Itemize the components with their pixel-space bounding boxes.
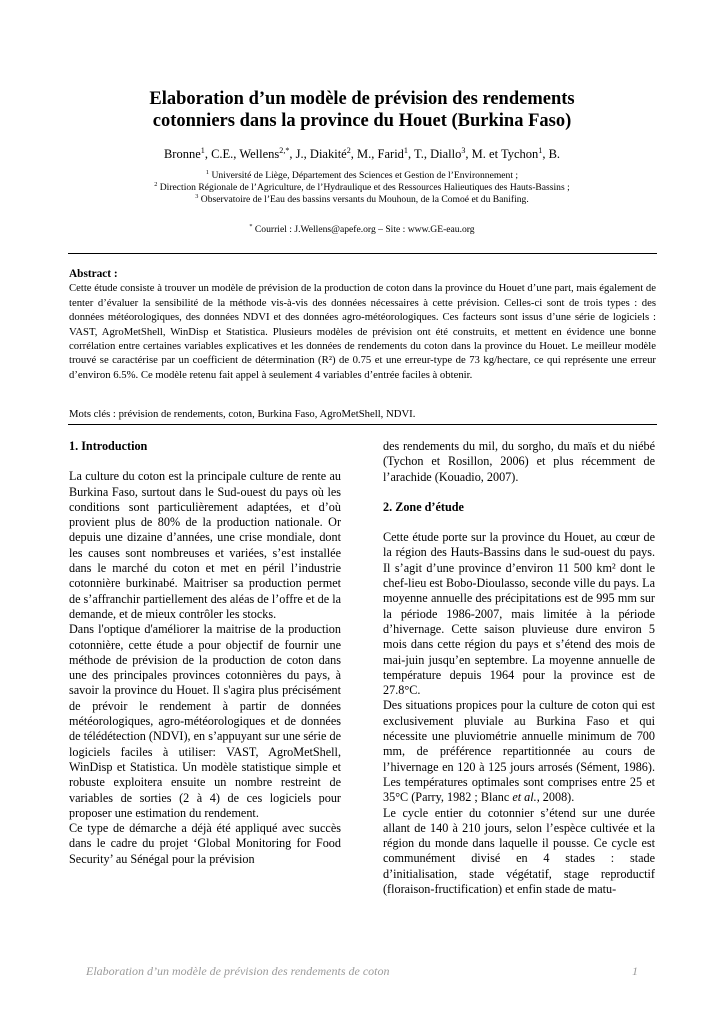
page-number: 1 — [632, 964, 638, 978]
author: Tychon$^1$, B. — [500, 145, 561, 161]
affiliations — [60, 170, 664, 206]
paragraph: Cette étude porte sur la province du Houet, au cœur de la région des Hauts-Bassins dans le sud-ouest du pays. Il s’agit d’une province d’environ 11 500 km² dont le chef-lieu est Bobo-Dioulasso, seconde ville du pays. La moyenne annuelle des précipitations est de 995 mm sur la période 1986-2007, mais limitée à la période d’hivernage. Cette saison pluvieuse dure environ 5 mois dans cette région du pays et s’étend des mois de mai-juin jusqu’en septembre. La moyenne annuelle de température depuis 1964 pour la province est de 27.8°C. — [383, 530, 655, 698]
author-list — [60, 146, 664, 162]
affiliation-3: $^3$ Observatoire de l’Eau des bassins versants du Mouhoun, de la Comoé et du Banifing. — [195, 192, 529, 205]
author: Diakité$^2$, M., — [309, 145, 378, 161]
left-column — [69, 439, 341, 867]
author: Farid$^1$, T., — [377, 145, 431, 161]
paragraph: La culture du coton est la principale culture de rente au Burkina Faso, surtout dans le Sud-ouest du pays où les conditions sont particulièrement adaptées, et d’où provient plus de 80% de la production nationale. Or depuis une dizaine d’années, une crise mondiale, dont les causes sont nombreuses et variées, s’est installée dans le marché du coton et met en péril l’industrie cotonnière burkinabé. Maitriser sa production permet de s’affranchir partiellement des aléas de l’offre et de la demande, et de mieux contrôler les stocks. — [69, 469, 341, 621]
abstract-block — [69, 267, 656, 382]
keywords: Mots clés : prévision de rendements, coton, Burkina Faso, AgroMetShell, NDVI. — [69, 408, 416, 420]
paragraph: des rendements du mil, du sorgho, du maïs et du niébé (Tychon et Rosillon, 2006) et plus récemment de l’arachide (Kouadio, 2007). — [383, 439, 655, 484]
author: Diallo$^3$, M. et — [430, 145, 501, 161]
author: Wellens$^{2,*}$, J., — [239, 145, 310, 161]
title-line-1: Elaboration d’un modèle de prévision des rendements — [149, 89, 575, 109]
title-line-2: cotonniers dans la province du Houet (Burkina Faso) — [152, 111, 572, 131]
divider-bottom — [68, 424, 657, 425]
author: Bronne$^1$, C.E., — [163, 145, 240, 161]
abstract-text: Cette étude consiste à trouver un modèle de prévision de la production de coton dans la province du Houet d’une part, mais également de tenter d’évaluer la sensibilité de la méthode vis-à-vis des données nécessaires à cette prévision. Celles-ci sont de trois types : des données météorologiques, des données NDVI et des données agro-météorologiques. Ces facteurs sont issus d’une série de logiciels : VAST, AgroMetShell, WinDisp et Statistica. Plusieurs modèles de prévision ont été construits, et mettent en évidence une bonne corrélation entre certaines variables explicatives et les données de rendements du coton dans la province du Houet. Le meilleur modèle trouvé se caractérise par un coefficient de détermination (R²) de 0.75 et une erreur-type de 73 kg/hectare, ce qui représente une erreur d’environ 6.5%. Ce modèle retenu fait appel à seulement 4 variables d’entrée faciles à obtenir. — [69, 282, 656, 381]
footer-title: Elaboration d’un modèle de prévision des rendements de coton — [86, 964, 390, 978]
paragraph: Des situations propices pour la culture de coton qui est exclusivement pluviale au Burkina Faso et qui nécessite une pluviométrie annuelle minimum de 700 mm, de préférence repartitionnée au cours de l’hivernage en 120 à 125 jours arrosés (Sément, 1986). Les températures optimales sont comprises entre 25 et 35°C (Parry, 1982 ; Blanc et al., 2008). — [383, 698, 655, 805]
section-heading-introduction: 1. Introduction — [69, 439, 148, 453]
paragraph: Ce type de démarche a déjà été appliqué avec succès dans le cadre du projet ‘Global Monitoring for Food Security’ au Sénégal pour la prévision — [69, 821, 341, 866]
divider-top — [68, 253, 657, 254]
et-al: et al. — [512, 790, 537, 805]
affiliation-2: $^2$ Direction Régionale de l’Agriculture, de l’Hydraulique et des Ressources Halieutiques des Hauts-Bassins ; — [154, 180, 570, 193]
contact-line: * Courriel : J.Wellens@apefe.org – Site : www.GE-eau.org — [249, 222, 475, 235]
paragraph: Le cycle entier du cotonnier s’étend sur une durée allant de 140 à 210 jours, selon l’espèce cultivée et la région du monde dans laquelle il pousse. Ce cycle est communément divisé en 4 stades : stade d’initialisation, stade végétatif, stage reproductif (floraison-fructification) et enfin stade de matu- — [383, 805, 655, 897]
affiliation-1: $^1$ Université de Liège, Département des Sciences et Gestion de l’Environnement ; — [205, 168, 519, 181]
right-column — [383, 439, 655, 897]
paper-title — [80, 88, 644, 132]
section-heading-zone: 2. Zone d’étude — [383, 499, 464, 514]
paragraph: Dans l'optique d'améliorer la maitrise de la production cotonnière, cette étude a pour objectif de fournir une méthode de prévision de la production de coton dans une des principales provinces cotonnières du pays, à savoir la province du Houet. Il s'agira plus précisément de prévoir le rendement à partir de données météorologiques, agro-météorologiques et de données de télédétection (NDVI), en s’appuyant sur une série de logiciels faciles à utiliser: VAST, AgroMetShell, WinDisp et Statistica. Un modèle statistique simple et robuste exploitera ensuite un nombre restreint de variables de sorties (2 à 4) de ces logiciels pour proposer une estimation du rendement. — [69, 622, 341, 820]
abstract-heading: Abstract : — [69, 268, 118, 280]
